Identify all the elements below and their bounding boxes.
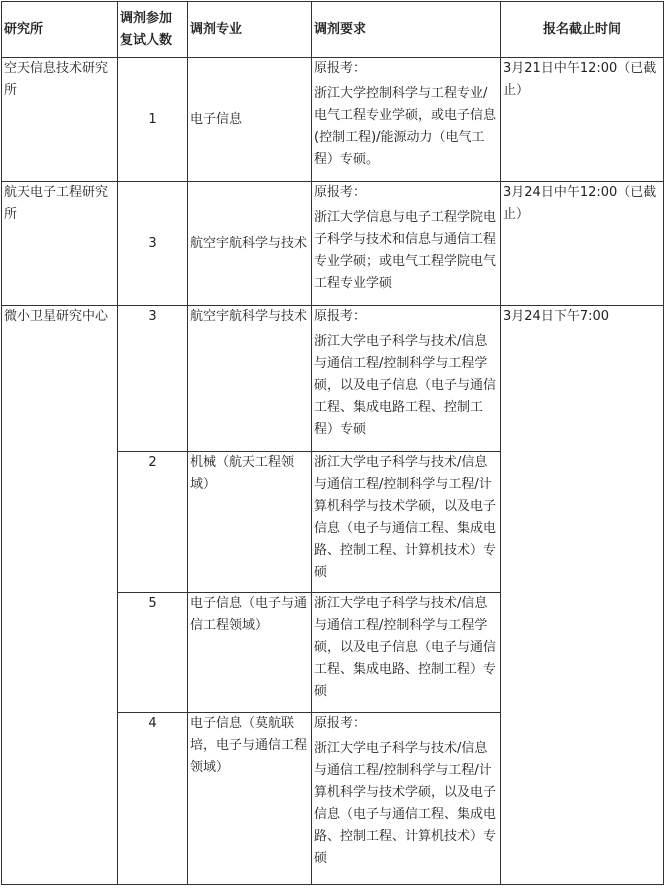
header-num [118, 2, 188, 58]
requirement-title: 原报考： [314, 61, 367, 76]
table-row [2, 306, 664, 452]
num-cell: 3 [118, 182, 188, 306]
num-cell: 5 [118, 593, 188, 713]
table-row [2, 58, 664, 182]
adjustment-table [1, 1, 664, 885]
requirement-body: 浙江大学电子科学与技术/信息与通信工程/控制科学与工程/计算机科学与技术学硕，以及电子信息（电子与通信工程、集成电路、控制工程、计算机技术）专硕 [314, 455, 497, 580]
header-num-line1: 调剂参加 [120, 10, 173, 26]
header-row [2, 2, 664, 58]
requirement-cell [312, 713, 501, 885]
major-cell: 航空宇航科学与技术 [188, 182, 312, 306]
adjustment-table-wrapper [1, 1, 663, 886]
deadline-cell: 3月21日中午12:00（已截止） [501, 58, 664, 182]
header-institute: 研究所 [2, 2, 118, 58]
deadline-cell: 3月24日中午12:00（已截止） [501, 182, 664, 306]
requirement-body: 浙江大学电子科学与技术/信息与通信工程/控制科学与工程/计算机科学与技术学硕，以及电子信息（电子与通信工程、集成电路、控制工程、计算机技术）专硕 [314, 741, 497, 866]
major-cell: 电子信息 [188, 58, 312, 182]
num-cell: 2 [118, 452, 188, 593]
requirement-title: 原报考： [314, 185, 367, 200]
header-num-line2: 复试人数 [120, 32, 173, 48]
major-cell: 机械（航天工程领域） [188, 452, 312, 593]
header-requirement: 调剂要求 [312, 2, 501, 58]
institute-cell: 航天电子工程研究所 [2, 182, 118, 306]
requirement-cell [312, 182, 501, 306]
institute-cell: 空天信息技术研究所 [2, 58, 118, 182]
major-cell: 电子信息（电子与通信工程领域） [188, 593, 312, 713]
requirement-body: 浙江大学电子科学与技术/信息与通信工程/控制科学与工程学硕，以及电子信息（电子与通信工程、集成电路、控制工程）专硕 [314, 596, 497, 699]
requirement-title: 原报考： [314, 309, 367, 324]
requirement-body: 浙江大学信息与电子工程学院电子科学与技术和信息与通信工程专业学硕；或电气工程学院电气工程专业学硕 [314, 210, 497, 291]
requirement-cell [312, 58, 501, 182]
deadline-cell: 3月24日下午7:00 [501, 306, 664, 885]
requirement-body: 浙江大学控制科学与工程专业/电气工程专业学硕，或电子信息(控制工程)/能源动力（电气工程）专硕。 [314, 86, 497, 167]
requirement-cell [312, 306, 501, 452]
institute-cell: 微小卫星研究中心 [2, 306, 118, 885]
header-major: 调剂专业 [188, 2, 312, 58]
requirement-body: 浙江大学电子科学与技术/信息与通信工程/控制科学与工程学硕，以及电子信息（电子与通信工程、集成电路工程、控制工程）专硕 [314, 334, 497, 437]
requirement-cell [312, 452, 501, 593]
num-cell: 4 [118, 713, 188, 885]
major-cell: 电子信息（莫航联培，电子与通信工程领域） [188, 713, 312, 885]
num-cell: 3 [118, 306, 188, 452]
header-deadline: 报名截止时间 [501, 2, 664, 58]
major-cell: 航空宇航科学与技术 [188, 306, 312, 452]
num-cell: 1 [118, 58, 188, 182]
table-row [2, 182, 664, 306]
requirement-title: 原报考： [314, 716, 367, 731]
requirement-cell [312, 593, 501, 713]
